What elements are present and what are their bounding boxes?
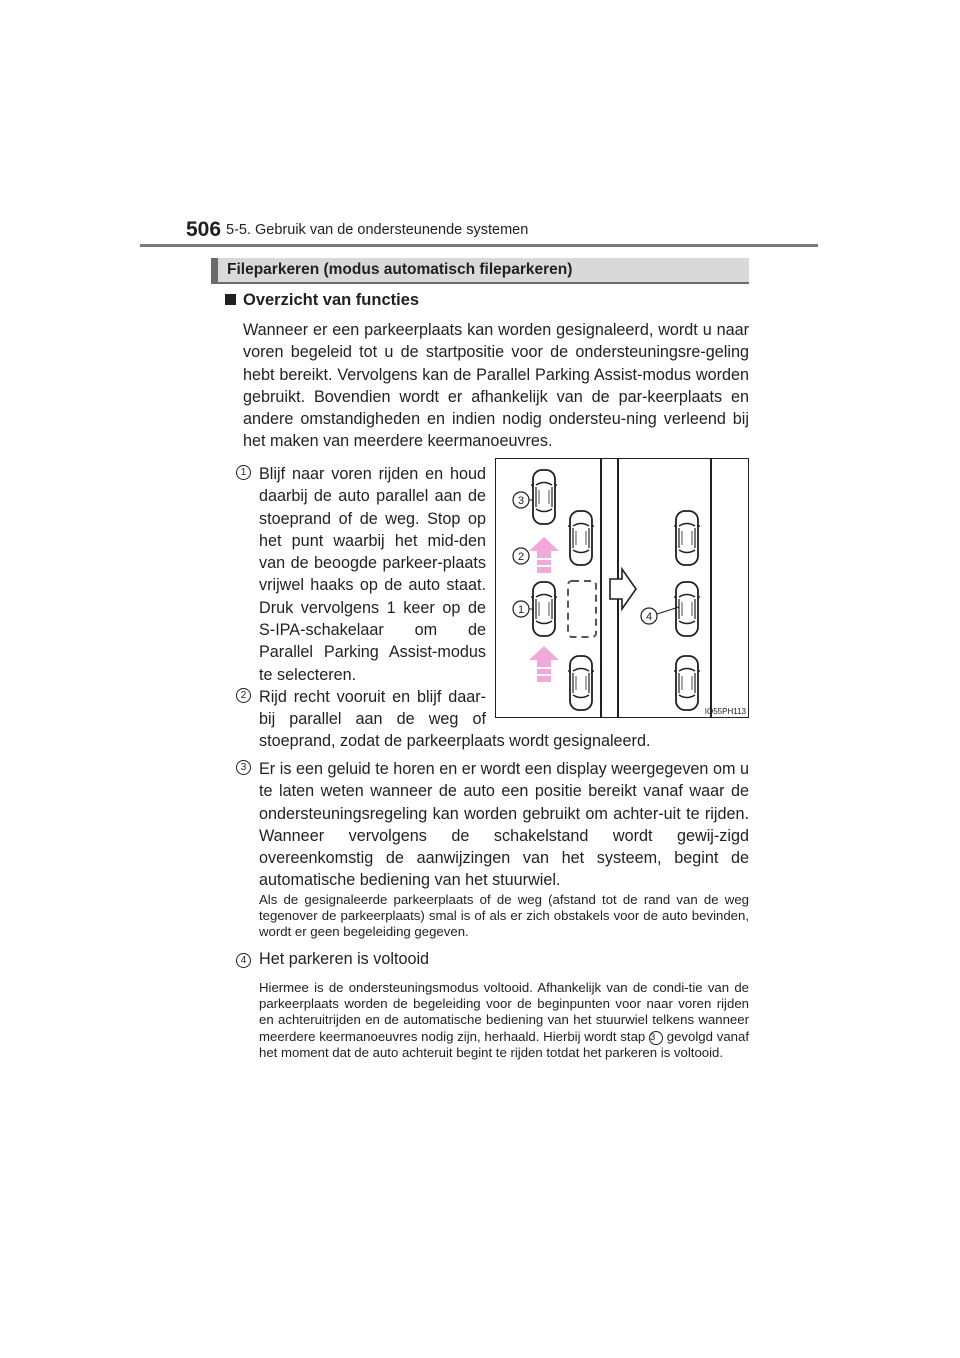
section-title: Fileparkeren (modus automatisch fileparkeren) [211, 258, 749, 284]
page-number: 506 [186, 218, 222, 241]
step-4-note-part2: gevolgd vanaf het moment dat de auto achteruit begint te rijden totdat het parkeren is voltooid. [259, 1028, 749, 1060]
callout-3-label: 3 [517, 495, 525, 507]
square-bullet-icon [225, 294, 236, 305]
figure-code: IO55PH113 [704, 707, 746, 716]
forward-arrow-upper [529, 537, 559, 573]
parking-diagram [495, 458, 749, 718]
parked-car-top-right [674, 511, 700, 565]
step-3-text: Er is een geluid te horen en er wordt een display weergegeven om u te laten weten wanneer de auto een positie bereikt vanaf waar de ondersteuningsregeling kan worden gebruikt om achter-uit te rijden. Wanneer vervolgens de schakelstand wordt gewij-zigd overeenkomstig de aanwijzingen van het systeem, begint de automatische bediening van het stuurwiel. [259, 760, 749, 890]
step-3-note: Als de gesignaleerde parkeerplaats of de weg (afstand tot de rand van de weg tegenover de parkeerplaats) smal is of als er zich obstakels voor de auto bevinden, wordt er geen begeleiding gegeven. [259, 892, 749, 940]
forward-arrow-lower [529, 646, 559, 682]
overview-intro: Wanneer er een parkeerplaats kan worden gesignaleerd, wordt u naar voren begeleid tot u de startpositie voor de ondersteuningsre-geling hebt bereikt. Vervolgens kan de Parallel Parking Assist-modus worden gebruikt. Bovendien wordt er afhankelijk van de par-keerplaats en andere omstandigheden en indien nodig ondersteu-ning verleend bij het maken van meerdere keermanoeuvres. [243, 321, 749, 451]
step-4-note-ref-badge: 3 [649, 1031, 663, 1045]
car-position-4 [674, 582, 700, 636]
step-2-text: Rijd recht vooruit en blijf daar-bij parallel aan de weg of [259, 688, 486, 729]
step-2-badge: 2 [236, 688, 251, 703]
header-rule [140, 244, 818, 247]
step-4-text: Het parkeren is voltooid [259, 950, 430, 968]
transition-arrow-icon [610, 569, 636, 609]
car-position-3 [531, 470, 557, 524]
callout-4-label: 4 [645, 611, 653, 623]
callout-2-label: 2 [517, 551, 525, 563]
step-4-badge: 4 [236, 953, 251, 968]
car-position-1 [531, 582, 557, 636]
step-2-text-continued: stoeprand, zodat de parkeerplaats wordt gesignaleerd. [259, 732, 651, 750]
parked-car-bottom-left [568, 656, 594, 710]
callout-1-label: 1 [517, 604, 525, 616]
step-3-badge: 3 [236, 760, 251, 775]
target-parking-slot [568, 581, 596, 637]
step-4-note-part1: Hiermee is de ondersteuningsmodus voltooid. Afhankelijk van de condi-tie van de parkeerplaats worden de begeleiding voor de beginpunten voor naar voren rijden en achteruitrijden en de automatische bediening van het stuurwiel telkens wanneer meerdere keermanoeuvres nodig zijn, herhaald. Hierbij wordt stap [259, 980, 749, 1044]
running-head: 5-5. Gebruik van de ondersteunende systemen [226, 222, 529, 238]
overview-heading-text: Overzicht van functies [243, 291, 420, 309]
step-4-note [259, 980, 749, 1061]
parked-car-top-left [568, 511, 594, 565]
overview-heading [225, 291, 419, 310]
step-1-text: Blijf naar voren rijden en houd daarbij de auto parallel aan de stoeprand of de weg. Stop op het punt waarbij het mid-den van de beoogde parkeer-plaats vrijwel haaks op de auto staat. Druk vervolgens 1 keer op de S-IPA-schakelaar om de Parallel Parking Assist-modus te selecteren. [259, 465, 486, 684]
parked-car-bottom-right [674, 656, 700, 710]
parking-diagram-svg [496, 459, 748, 717]
step-1-badge: 1 [236, 465, 251, 480]
